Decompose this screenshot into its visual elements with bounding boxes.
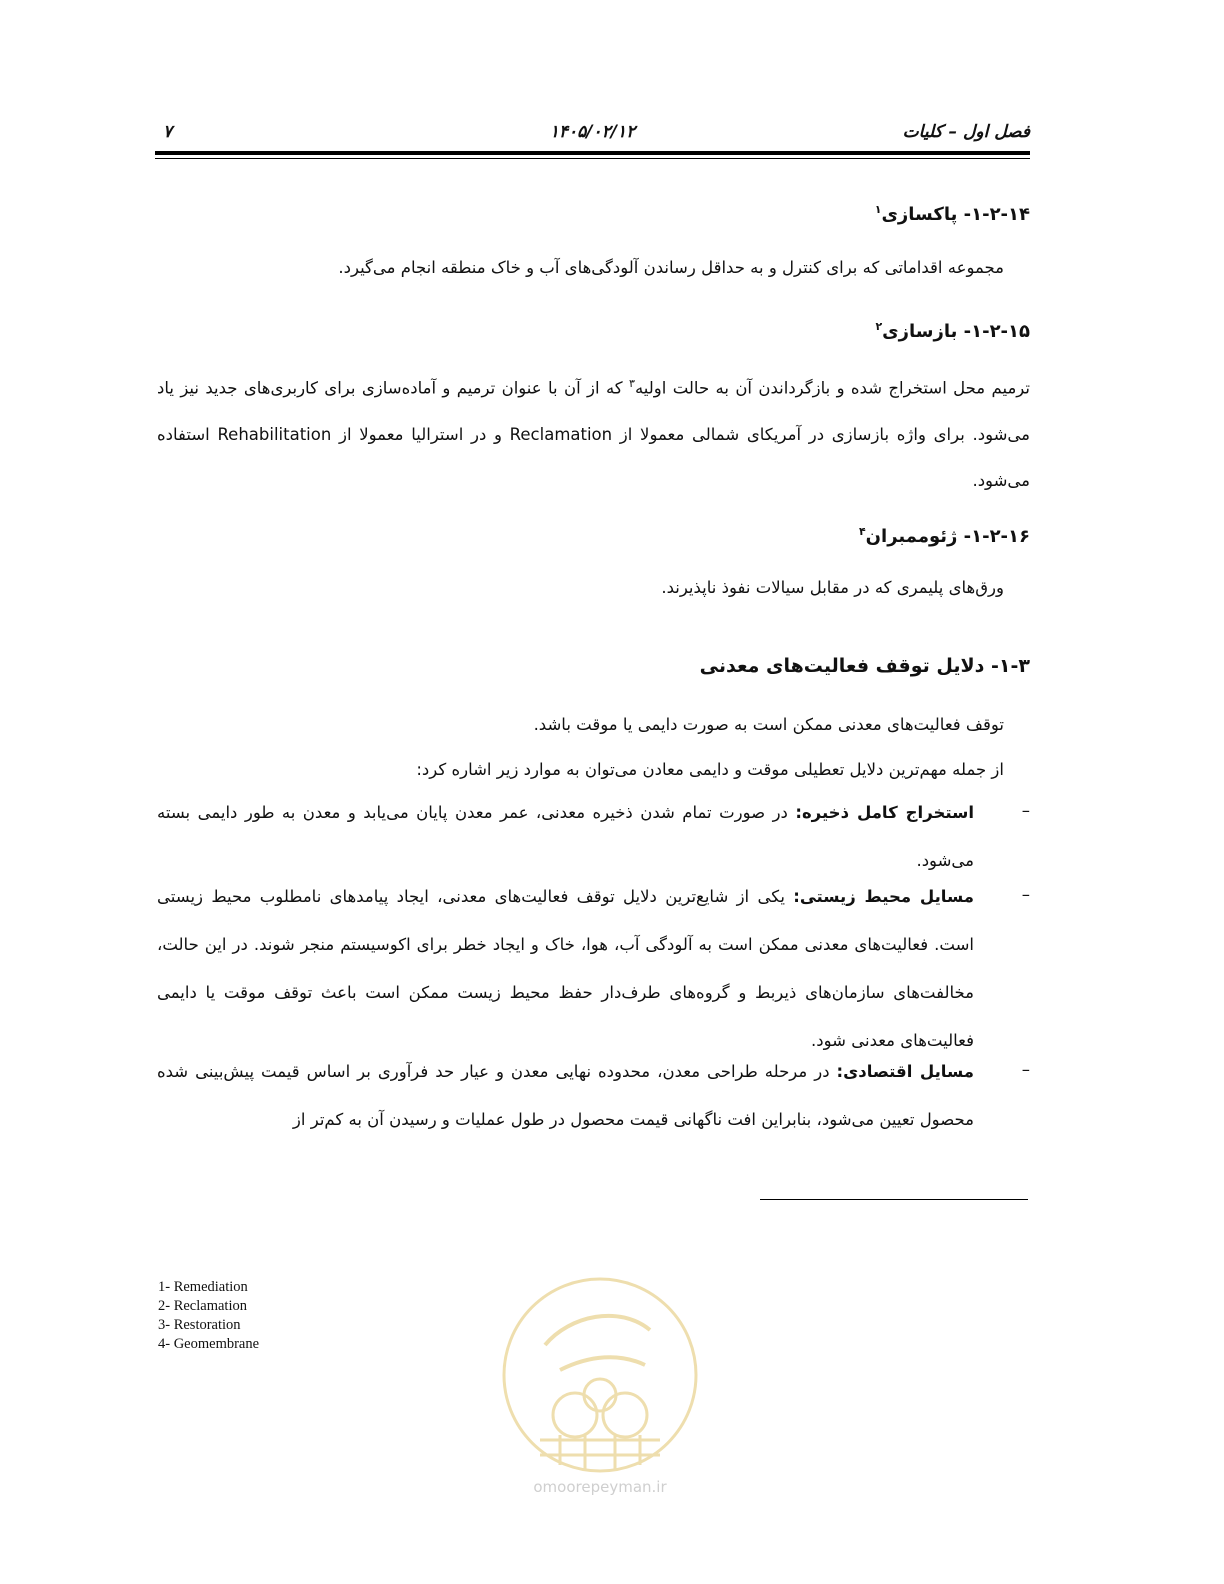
header-rule-thin: [155, 158, 1030, 159]
watermark-logo: [500, 1275, 700, 1475]
bullet-marker: –: [1021, 885, 1030, 904]
bullet-item: [157, 789, 974, 885]
footnote-4: 4- Geomembrane: [158, 1336, 260, 1352]
paragraph-1-2-14: مجموعه اقداماتی که برای کنترل و به حداقل رساندن آلودگی‌های آب و خاک منطقه انجام می‌گیرد.: [338, 258, 1004, 277]
bullet-text: یکی از شایع‌ترین دلایل توقف فعالیت‌های معدنی، ایجاد پیامدهای نامطلوب محیط زیستی است. فعالیت‌های معدنی ممکن است به آلودگی آب، هوا، خاک و ایجاد خطر برای اکوسیستم منجر شوند. در این حالت، مخالفت‌های سازمان‌های ذیربط و گروه‌های طرف‌دار حفظ محیط زیست ممکن است باعث توقف موقت یا دایمی فعالیت‌های معدنی شود.: [157, 887, 974, 1050]
heading-text: ۱-۲-۱۶- ژئوممبران: [865, 526, 1030, 547]
paragraph-text-a: ترمیم محل استخراج شده و بازگرداندن آن به حالت اولیه: [634, 378, 1030, 398]
footnote-3: 3- Restoration: [158, 1317, 241, 1333]
bullet-term: استخراج کامل ذخیره:: [795, 803, 974, 822]
header-date: ۱۴۰۵/۰۲/۱۲: [549, 122, 636, 142]
bullet-marker: –: [1021, 801, 1030, 820]
heading-1-3: ۱-۳- دلایل توقف فعالیت‌های معدنی: [699, 655, 1030, 677]
intro-line-1: توقف فعالیت‌های معدنی ممکن است به صورت دایمی یا موقت باشد.: [533, 715, 1004, 734]
intro-line-2: از جمله مهم‌ترین دلایل تعطیلی موقت و دایمی معادن می‌توان به موارد زیر اشاره کرد:: [416, 760, 1004, 779]
footnote-2: 2- Reclamation: [158, 1298, 247, 1314]
heading-text: ۱-۲-۱۵- بازسازی: [882, 321, 1030, 342]
bullet-text: در مرحله طراحی معدن، محدوده نهایی معدن و عیار حد فرآوری بر اساس قیمت پیش‌بینی شده محصول تعیین می‌شود، بنابراین افت ناگهانی قیمت محصول در طول عملیات و رسیدن آن به کم‌تر از: [157, 1062, 974, 1129]
bullet-term: مسایل اقتصادی:: [836, 1062, 974, 1081]
bullet-item: [157, 1048, 974, 1144]
footnote-ref-3: ۳: [629, 377, 635, 390]
heading-1-2-15: [875, 320, 1030, 342]
heading-text: ۱-۲-۱۴- پاکسازی: [881, 204, 1030, 225]
footnotes: [158, 1278, 259, 1354]
footnote-separator: [760, 1199, 1028, 1200]
footnote-ref-4: ۴: [858, 525, 866, 538]
header-rule-thick: [155, 151, 1030, 155]
heading-1-2-16: [859, 525, 1030, 547]
paragraph-1-2-16: ورق‌های پلیمری که در مقابل سیالات نفوذ ناپذیرند.: [661, 578, 1004, 597]
heading-1-2-14: [875, 203, 1030, 225]
bullet-marker: –: [1021, 1060, 1030, 1079]
footnote-ref-2: ۲: [875, 320, 883, 333]
footnote-ref-1: ۱: [874, 203, 882, 216]
page-header: [155, 118, 1030, 148]
paragraph-1-2-15: [157, 361, 1030, 504]
bullet-term: مسایل محیط زیستی:: [793, 887, 975, 906]
chapter-title: فصل اول – کلیات: [902, 122, 1030, 142]
footnote-1: 1- Remediation: [158, 1279, 248, 1295]
bullet-text: در صورت تمام شدن ذخیره معدنی، عمر معدن پایان می‌یابد و معدن به طور دایمی بسته می‌شود.: [157, 803, 974, 870]
paragraph-text-b: که از آن با عنوان ترمیم و آماده‌سازی برای کاربری‌های جدید نیز یاد می‌شود. برای واژه بازسازی در آمریکای شمالی معمولا از Reclamation و در استرالیا معمولا از Rehabilitation استفاده می‌شود.: [157, 378, 1031, 490]
bullet-item: [157, 873, 974, 1065]
page-number: ۷: [163, 122, 173, 142]
watermark-url: omoorepeyman.ir: [533, 1478, 667, 1496]
